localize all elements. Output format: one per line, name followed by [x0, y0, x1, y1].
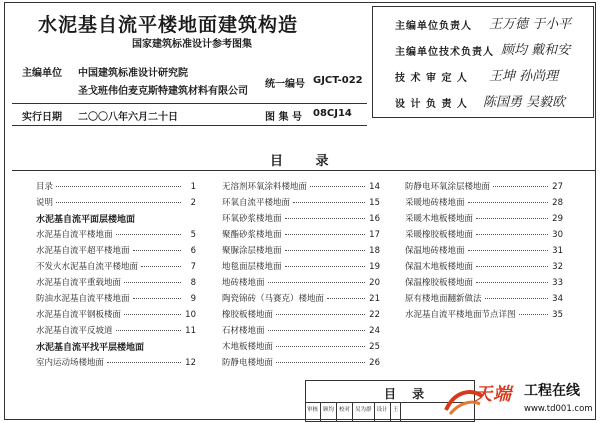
toc-leader-dots — [468, 250, 548, 251]
toc-entry-title: 防油水泥基自流平楼地面 — [36, 294, 130, 304]
toc-page-number: 17 — [369, 230, 380, 240]
toc-page-number: 25 — [369, 342, 380, 352]
toc-leader-dots — [276, 346, 365, 347]
toc-leader-dots — [285, 234, 365, 235]
toc-entry[interactable] — [222, 292, 380, 308]
toc-entry-title: 石材楼地面 — [222, 326, 265, 336]
toc-leader-dots — [476, 218, 548, 219]
toc-divider — [12, 170, 596, 171]
toc-leader-dots — [476, 234, 548, 235]
toc-leader-dots — [133, 250, 181, 251]
toc-leader-dots — [327, 298, 365, 299]
toc-entry[interactable] — [36, 180, 196, 196]
toc-column-3 — [405, 180, 563, 324]
toc-page-number: 12 — [185, 358, 196, 368]
toc-entry[interactable] — [36, 228, 196, 244]
code-value: GJCT-022 — [313, 75, 363, 86]
toc-entry-title: 地砖楼地面 — [222, 278, 265, 288]
toc-entry[interactable] — [36, 292, 196, 308]
toc-entry-title: 水泥基自流平面层楼地面 — [36, 215, 136, 225]
toc-page-number: 35 — [552, 310, 563, 320]
tb-cell: 校对 — [337, 403, 353, 421]
toc-entry-title: 水泥基自流平钢板楼面 — [36, 310, 122, 320]
toc-entry-title: 防静电楼地面 — [222, 358, 274, 368]
toc-entry[interactable] — [36, 244, 196, 260]
toc-leader-dots — [485, 298, 548, 299]
toc-entry-title: 水泥基自流平楼地面节点详图 — [405, 310, 516, 320]
toc-leader-dots — [124, 314, 181, 315]
sig-label-3: 技 术 审 定 人 — [395, 73, 468, 84]
toc-entry-title: 目录 — [36, 182, 54, 192]
toc-leader-dots — [133, 298, 181, 299]
toc-title: 目 录 — [270, 154, 343, 169]
editor-1: 中国建筑标准设计研究院 — [78, 68, 188, 79]
toc-entry-title: 聚酯砂浆楼地面 — [222, 230, 282, 240]
toc-entry[interactable] — [405, 276, 563, 292]
watermark-brand: 天端 — [474, 384, 512, 405]
toc-entry-title: 陶瓷锦砖（马赛克）楼地面 — [222, 294, 325, 304]
toc-page-number: 10 — [185, 310, 196, 320]
toc-entry-title: 保温橡胶板楼地面 — [405, 278, 474, 288]
toc-entry[interactable] — [222, 324, 380, 340]
header-divider — [12, 103, 367, 104]
toc-entry-title: 采暖木地板楼地面 — [405, 214, 474, 224]
toc-entry[interactable] — [405, 212, 563, 228]
toc-entry-title: 原有楼地面翻新做法 — [405, 294, 482, 304]
toc-entry-title: 水泥基自流平超平楼地面 — [36, 246, 130, 256]
toc-page-number: 31 — [552, 246, 563, 256]
editor-2: 圣戈班伟伯麦克斯特建筑材料有限公司 — [78, 86, 248, 97]
date-label: 实行日期 — [22, 112, 62, 123]
toc-leader-dots — [468, 202, 548, 203]
code-label: 统一编号 — [265, 79, 305, 90]
toc-page-number: 11 — [185, 326, 196, 336]
toc-entry[interactable] — [222, 212, 380, 228]
toc-entry-title: 木地板楼地面 — [222, 342, 274, 352]
toc-entry-title: 水泥基自流平楼地面 — [36, 230, 113, 240]
toc-entry-title: 采暖橡胶板楼地面 — [405, 230, 474, 240]
toc-page-number: 21 — [369, 294, 380, 304]
sig-sign-1: 王万德 于小平 — [489, 17, 572, 32]
toc-page-number: 18 — [369, 246, 380, 256]
toc-entry-title: 聚脲涂层楼地面 — [222, 246, 282, 256]
tb-cell: 王 — [391, 403, 402, 421]
toc-entry[interactable] — [222, 276, 380, 292]
toc-leader-dots — [285, 218, 365, 219]
toc-page-number: 24 — [369, 326, 380, 336]
header-bottom-line — [12, 125, 367, 126]
toc-entry[interactable] — [222, 260, 380, 276]
toc-entry[interactable] — [36, 356, 196, 372]
toc-page-number: 15 — [369, 198, 380, 208]
toc-page-number: 2 — [190, 198, 196, 208]
signature-box — [372, 6, 594, 118]
toc-column-2 — [222, 180, 380, 372]
toc-page-number: 6 — [190, 246, 196, 256]
atlas-label: 图 集 号 — [265, 112, 302, 123]
toc-page-number: 32 — [552, 262, 563, 272]
toc-entry[interactable] — [36, 308, 196, 324]
sig-label-2: 主编单位技术负责人 — [395, 47, 494, 58]
toc-entry[interactable] — [36, 276, 196, 292]
toc-page-number: 19 — [369, 262, 380, 272]
toc-entry[interactable] — [405, 228, 563, 244]
editor-label: 主编单位 — [22, 68, 62, 79]
toc-entry[interactable] — [36, 324, 196, 340]
toc-column-1 — [36, 180, 196, 372]
toc-entry-title: 说明 — [36, 198, 54, 208]
toc-leader-dots — [141, 266, 181, 267]
toc-leader-dots — [268, 330, 365, 331]
title-block-label: 目 录 — [384, 387, 431, 401]
toc-section-heading — [36, 212, 196, 228]
toc-page-number: 8 — [190, 278, 196, 288]
toc-section-heading — [36, 340, 196, 356]
toc-entry[interactable] — [405, 180, 563, 196]
toc-entry[interactable] — [405, 260, 563, 276]
tb-cell: 设计 — [375, 403, 391, 421]
sig-sign-2: 顾均 戴和安 — [501, 43, 571, 58]
toc-leader-dots — [276, 362, 365, 363]
toc-page-number: 5 — [190, 230, 196, 240]
toc-leader-dots — [310, 186, 365, 187]
toc-entry-title: 水泥基自流平重载地面 — [36, 278, 122, 288]
toc-leader-dots — [476, 266, 548, 267]
toc-entry[interactable] — [222, 180, 380, 196]
toc-page-number: 30 — [552, 230, 563, 240]
toc-entry-title: 采暖地砖楼地面 — [405, 198, 465, 208]
toc-entry-title: 防静电环氧涂层楼地面 — [405, 182, 491, 192]
toc-entry-title: 水泥基自流平找平层楼地面 — [36, 343, 145, 353]
toc-leader-dots — [276, 314, 365, 315]
toc-leader-dots — [493, 186, 548, 187]
toc-leader-dots — [124, 282, 181, 283]
toc-entry-title: 保温地砖楼地面 — [405, 246, 465, 256]
toc-leader-dots — [107, 362, 181, 363]
toc-leader-dots — [285, 250, 365, 251]
toc-entry-title: 室内运动场楼地面 — [36, 358, 105, 368]
tb-cell: 审核 — [305, 403, 321, 421]
toc-entry-title: 环氧自流平楼地面 — [222, 198, 291, 208]
toc-entry[interactable] — [36, 260, 196, 276]
toc-page-number: 7 — [190, 262, 196, 272]
toc-page-number: 16 — [369, 214, 380, 224]
toc-leader-dots — [56, 186, 181, 187]
toc-leader-dots — [285, 266, 365, 267]
toc-page-number: 26 — [369, 358, 380, 368]
toc-entry[interactable] — [405, 196, 563, 212]
watermark-name: 工程在线 — [524, 383, 580, 399]
toc-entry-title: 橡胶板楼地面 — [222, 310, 274, 320]
toc-page-number: 34 — [552, 294, 563, 304]
toc-page-number: 22 — [369, 310, 380, 320]
watermark-logo — [444, 380, 600, 423]
sig-label-1: 主编单位负责人 — [395, 21, 472, 32]
toc-entry-title: 地毯面层楼地面 — [222, 262, 282, 272]
toc-entry[interactable] — [405, 308, 563, 324]
sig-label-4: 设 计 负 责 人 — [395, 99, 468, 110]
toc-page-number: 1 — [190, 182, 196, 192]
atlas-value: 08CJ14 — [313, 108, 352, 119]
sig-sign-4: 陈国勇 吴毅欧 — [483, 95, 566, 110]
toc-entry-title: 保温木地板楼地面 — [405, 262, 474, 272]
doc-title: 水泥基自流平楼地面建筑构造 — [38, 14, 299, 36]
toc-leader-dots — [476, 282, 548, 283]
toc-page-number: 33 — [552, 278, 563, 288]
toc-entry[interactable] — [222, 356, 380, 372]
toc-entry[interactable] — [222, 228, 380, 244]
doc-subtitle: 国家建筑标准设计参考图集 — [132, 39, 252, 50]
tb-cell: 吴为群 — [353, 403, 375, 421]
toc-leader-dots — [268, 282, 365, 283]
toc-entry-title: 不发火水泥基自流平楼地面 — [36, 262, 139, 272]
toc-entry[interactable] — [36, 196, 196, 212]
toc-entry[interactable] — [405, 292, 563, 308]
toc-page-number: 9 — [190, 294, 196, 304]
toc-leader-dots — [293, 202, 365, 203]
toc-entry-title: 无溶剂环氧涂料楼地面 — [222, 182, 308, 192]
toc-entry-title: 水泥基自流平反坡道 — [36, 326, 113, 336]
toc-entry[interactable] — [405, 244, 563, 260]
sig-sign-3: 王坤 孙尚理 — [489, 69, 559, 84]
toc-leader-dots — [116, 330, 181, 331]
toc-entry[interactable] — [222, 244, 380, 260]
toc-entry-title: 环氧砂浆楼地面 — [222, 214, 282, 224]
toc-page-number: 20 — [369, 278, 380, 288]
toc-entry[interactable] — [222, 308, 380, 324]
toc-page-number: 14 — [369, 182, 380, 192]
tb-cell: 顾均 — [321, 403, 337, 421]
toc-page-number: 27 — [552, 182, 563, 192]
toc-leader-dots — [116, 234, 181, 235]
date-value: 二〇〇八年六月二十日 — [78, 112, 178, 123]
toc-leader-dots — [519, 314, 548, 315]
toc-leader-dots — [56, 202, 181, 203]
toc-entry[interactable] — [222, 196, 380, 212]
watermark-url: www.td001.com — [524, 404, 593, 414]
toc-entry[interactable] — [222, 340, 380, 356]
toc-page-number: 28 — [552, 198, 563, 208]
toc-page-number: 29 — [552, 214, 563, 224]
